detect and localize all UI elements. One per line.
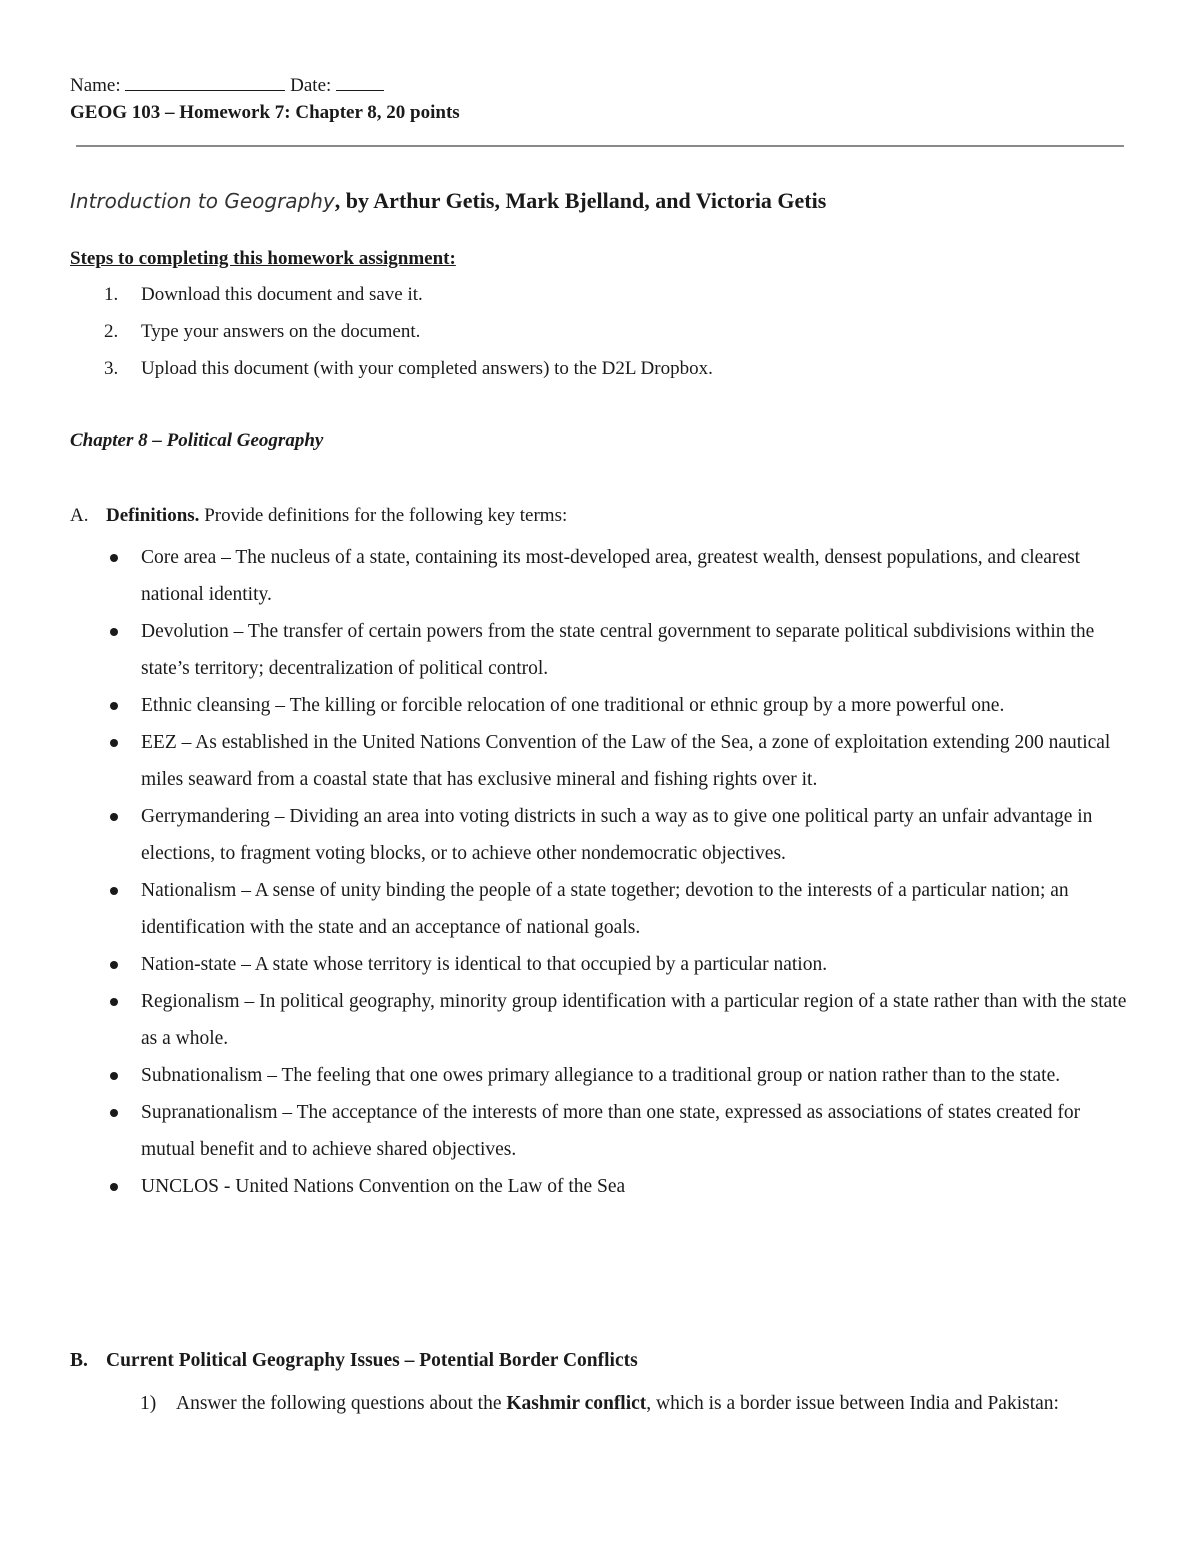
bullet-icon bbox=[110, 887, 118, 895]
step-text: Download this document and save it. bbox=[141, 284, 423, 305]
bullet-icon bbox=[110, 702, 118, 710]
step-text: Upload this document (with your completed answers) to the D2L Dropbox. bbox=[141, 358, 713, 379]
section-title: Current Political Geography Issues – Potential Border Conflicts bbox=[106, 1350, 638, 1371]
step-text: Type your answers on the document. bbox=[141, 321, 421, 342]
section-letter: B. bbox=[70, 1350, 88, 1371]
definition-text: Nation-state – A state whose territory is identical to that occupied by a particular nation. bbox=[141, 954, 828, 975]
name-blank[interactable] bbox=[125, 72, 285, 91]
definition-text: Gerrymandering – Dividing an area into voting districts in such a way as to give one political party an unfair advantage in elections, to fragment voting blocks, or to achieve other nondemocratic objectives. bbox=[141, 806, 1093, 864]
definitions-list bbox=[70, 539, 1130, 1205]
step-number: 1. bbox=[104, 284, 119, 305]
question-keyword: Kashmir conflict bbox=[506, 1393, 647, 1414]
bullet-icon bbox=[110, 739, 118, 747]
question-text-after: , which is a border issue between India and Pakistan: bbox=[646, 1393, 1059, 1414]
assignment-title: GEOG 103 – Homework 7: Chapter 8, 20 points bbox=[70, 102, 460, 123]
bullet-icon bbox=[110, 813, 118, 821]
book-reference bbox=[70, 186, 826, 216]
step-number: 3. bbox=[104, 358, 119, 379]
definition-item bbox=[70, 798, 1130, 872]
bullet-icon bbox=[110, 628, 118, 636]
horizontal-divider bbox=[76, 145, 1124, 147]
definition-text: Regionalism – In political geography, minority group identification with a particular region of a state rather than with the state as a whole. bbox=[141, 991, 1127, 1049]
book-title: Introduction to Geography bbox=[70, 189, 335, 213]
step-number: 2. bbox=[104, 321, 119, 342]
definition-item bbox=[70, 539, 1130, 613]
bullet-icon bbox=[110, 1109, 118, 1117]
definition-item bbox=[70, 983, 1130, 1057]
definition-text: Ethnic cleansing – The killing or forcible relocation of one traditional or ethnic group by a more powerful one. bbox=[141, 695, 1005, 716]
definition-item bbox=[70, 613, 1130, 687]
definition-text: Nationalism – A sense of unity binding the people of a state together; devotion to the interests of a particular nation; an identification with the state and an acceptance of national goals. bbox=[141, 880, 1069, 938]
definition-item bbox=[70, 1057, 1130, 1094]
section-b-heading bbox=[70, 1348, 638, 1374]
definition-item bbox=[70, 724, 1130, 798]
date-blank[interactable] bbox=[336, 72, 384, 91]
bullet-icon bbox=[110, 1183, 118, 1191]
definition-text: UNCLOS - United Nations Convention on the Law of the Sea bbox=[141, 1176, 626, 1197]
steps-heading: Steps to completing this homework assignment: bbox=[70, 248, 456, 269]
section-a-heading bbox=[70, 503, 567, 529]
bullet-icon bbox=[110, 1072, 118, 1080]
bullet-icon bbox=[110, 998, 118, 1006]
definition-item bbox=[70, 687, 1130, 724]
name-date-line bbox=[70, 72, 384, 99]
name-label: Name: bbox=[70, 75, 121, 96]
question-text-before: Answer the following questions about the bbox=[176, 1393, 507, 1414]
book-authors: , by Arthur Getis, Mark Bjelland, and Victoria Getis bbox=[334, 188, 827, 213]
bullet-icon bbox=[110, 554, 118, 562]
section-intro: Provide definitions for the following key terms: bbox=[199, 505, 568, 526]
question-number: 1) bbox=[140, 1393, 157, 1414]
definition-text: Subnationalism – The feeling that one owes primary allegiance to a traditional group or nation rather than to the state. bbox=[141, 1065, 1061, 1086]
definition-text: Core area – The nucleus of a state, containing its most-developed area, greatest wealth, densest populations, and clearest national identity. bbox=[141, 547, 1081, 605]
date-label: Date: bbox=[290, 75, 332, 96]
bullet-icon bbox=[110, 961, 118, 969]
definition-text: Supranationalism – The acceptance of the interests of more than one state, expressed as associations of states created for mutual benefit and to achieve shared objectives. bbox=[141, 1102, 1081, 1160]
definition-item bbox=[70, 1168, 1130, 1205]
definition-item bbox=[70, 1094, 1130, 1168]
definition-item bbox=[70, 946, 1130, 983]
section-label: Definitions. bbox=[106, 505, 200, 526]
definition-text: EEZ – As established in the United Nations Convention of the Law of the Sea, a zone of exploitation extending 200 nautical miles seaward from a coastal state that has exclusive mineral and fishing rights over it. bbox=[141, 732, 1111, 790]
definition-item bbox=[70, 872, 1130, 946]
definition-text: Devolution – The transfer of certain powers from the state central government to separate political subdivisions within the state’s territory; decentralization of political control. bbox=[141, 621, 1095, 679]
section-letter: A. bbox=[70, 505, 89, 526]
question-item bbox=[140, 1385, 1166, 1422]
chapter-heading: Chapter 8 – Political Geography bbox=[70, 430, 324, 451]
